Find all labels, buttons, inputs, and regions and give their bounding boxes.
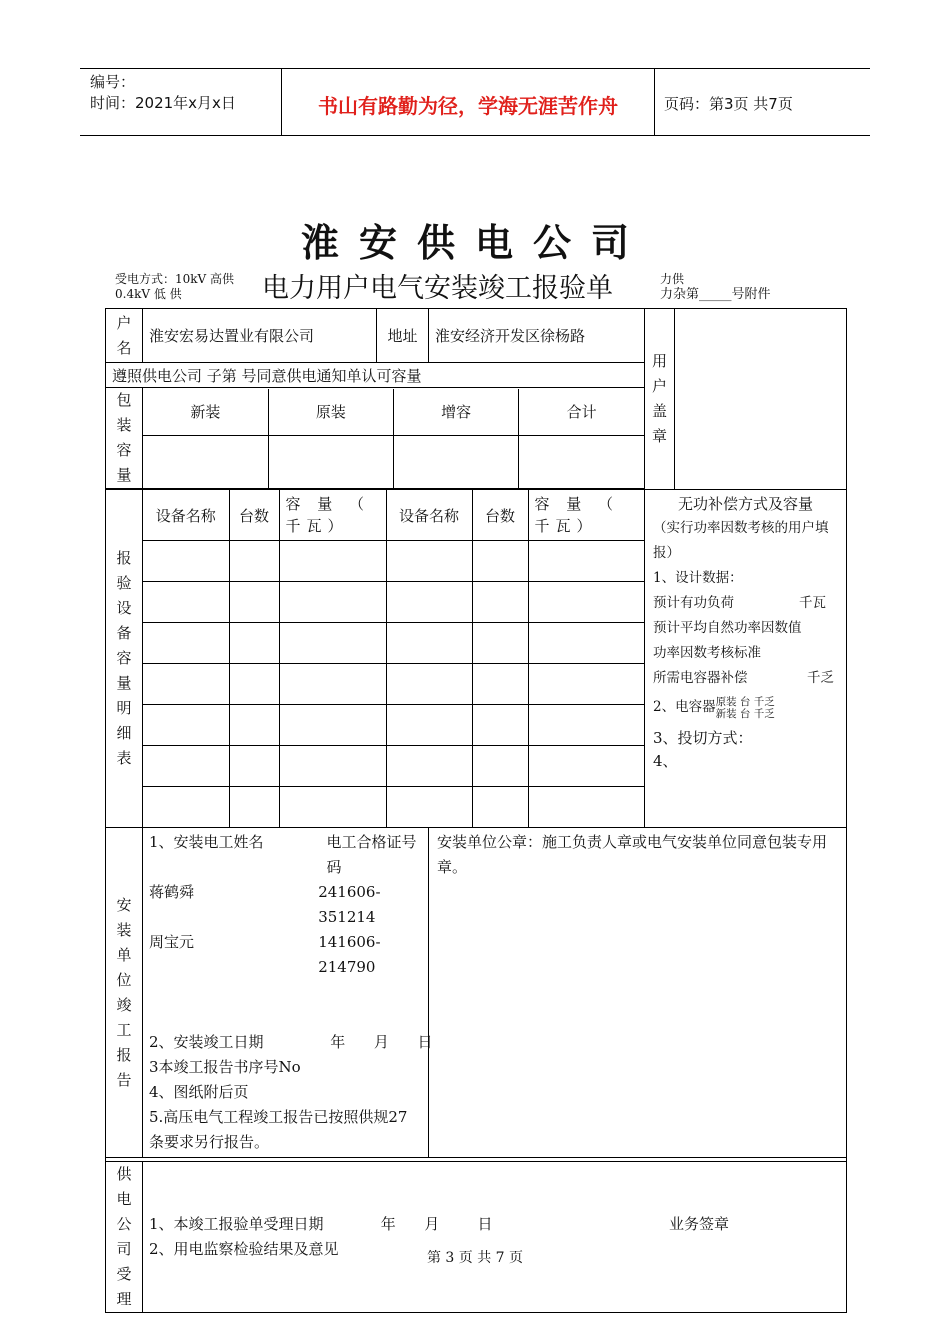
form-title: 电力用户电气安装竣工报验单: [262, 273, 613, 304]
supply-notice-text: 遵照供电公司 子第 号同意供电通知单认可容量: [106, 363, 645, 388]
equipment-grid-cell: [143, 490, 645, 828]
header-motto: 书山有路勤为径，学海无涯苦作舟: [318, 94, 618, 118]
electrician-row: 蒋鹤舜 241606-351214: [149, 883, 381, 926]
electrician-header: 1、安装电工姓名 电工合格证号码: [149, 833, 417, 876]
hv-report-note: 5.高压电气工程竣工报告已按照供规27条要求另行报告。: [149, 1108, 408, 1151]
table-row: [143, 705, 645, 746]
table-row: [143, 541, 645, 582]
switching-mode-line: 3、投切方式：: [653, 729, 753, 747]
header-divider-left: [281, 68, 282, 136]
cap-header-new: 新装: [143, 389, 268, 436]
drawings-line: 4、图纸附后页: [149, 1083, 249, 1101]
attachment-line-1: 力供: [660, 272, 685, 286]
table-row: [143, 582, 645, 623]
capacitor-line: 2、电容器 原装 台 千乏 新装 台 千乏: [653, 695, 775, 720]
equipment-detail-label: 报验设备容量明细表: [106, 490, 143, 828]
attachment-note: [660, 272, 771, 302]
pf-standard-line: 功率因数考核标准: [653, 645, 761, 661]
installer-report-label: 安装单位竣工报告: [106, 828, 143, 1158]
table-row: [143, 623, 645, 664]
account-name-value: 淮安宏易达置业有限公司: [143, 309, 377, 363]
electrician-row: 周宝元 141606-214790: [149, 933, 381, 976]
header-page-info: 页码：第3页 共7页: [664, 95, 793, 113]
package-capacity-label: 包装容量: [106, 388, 143, 489]
inspection-line: 2、用电监察检验结果及意见: [149, 1240, 339, 1258]
address-label: 地址: [377, 309, 429, 363]
report-number-line: 3本竣工报告书序号No: [149, 1058, 301, 1076]
supply-mode-line-2: 0.4kV 低 供: [115, 287, 182, 301]
natural-pf-line: 预计平均自然功率因数值: [653, 620, 802, 636]
user-stamp-area: [675, 309, 847, 490]
header-meta: [90, 72, 236, 114]
capacity-grid: [143, 389, 644, 488]
address-value: 淮安经济开发区徐杨路: [429, 309, 645, 363]
cap-value-increase: [394, 435, 519, 488]
doc-time-label: 时间：2021年x月x日: [90, 94, 236, 112]
acceptance-date-line: 1、本竣工报验单受理日期 年 月 日 业务签章: [149, 1212, 840, 1237]
cap-header-total: 合计: [519, 389, 644, 436]
reactive-note: （实行功率因数考核的用户填报）: [653, 520, 829, 561]
user-stamp-label: 用户盖章: [645, 309, 675, 490]
item-4-line: 4、: [653, 752, 678, 770]
table-row: [143, 787, 645, 828]
active-load-line: 预计有功负荷 千瓦: [653, 595, 826, 611]
col-header-equipment-name: 设备名称: [143, 490, 229, 541]
cap-value-new: [143, 435, 268, 488]
header-bottom-rule: [80, 135, 870, 136]
reactive-compensation-panel: [645, 490, 847, 828]
header-top-rule: [80, 68, 870, 69]
design-data-label: 1、设计数据：: [653, 570, 743, 586]
supply-mode-line-1: 受电方式：10kV 高供: [115, 272, 235, 286]
col-header-equipment-name-2: 设备名称: [386, 490, 472, 541]
installer-seal-area: 安装单位公章：施工负责人章或电气安装单位同意包装专用章。: [429, 828, 847, 1158]
header-divider-right: [654, 68, 655, 136]
capacitor-need-line: 所需电容器补偿 千乏: [653, 670, 834, 686]
utility-acceptance-body: [143, 1162, 847, 1313]
capacity-grid-cell: [143, 388, 645, 489]
company-title: 淮安供电公司: [300, 220, 649, 265]
table-row: [143, 664, 645, 705]
col-header-count: 台数: [229, 490, 279, 541]
page-footer: 第 3 页 共 7 页: [426, 1250, 524, 1266]
cap-header-original: 原装: [268, 389, 393, 436]
table-row: [143, 746, 645, 787]
equipment-grid: [143, 490, 645, 827]
installer-report-body: [143, 828, 433, 1158]
cap-header-increase: 增容: [394, 389, 519, 436]
cap-value-original: [268, 435, 393, 488]
reactive-title: 无功补偿方式及容量: [677, 495, 813, 513]
attachment-line-2: 力杂第_____号附件: [660, 287, 771, 302]
supply-mode-note: [115, 272, 234, 302]
col-header-capacity: 容 量 （ 千瓦）: [279, 490, 386, 541]
doc-number-label: 编号：: [90, 73, 136, 91]
completion-date-line: 2、安装竣工日期 年 月 日: [149, 1033, 433, 1051]
col-header-capacity-2: 容 量 （ 千瓦）: [528, 490, 645, 541]
account-name-label: 户名: [106, 309, 143, 363]
completion-form-table: [105, 308, 847, 1313]
utility-acceptance-label: 供电公司受理: [106, 1162, 143, 1313]
col-header-count-2: 台数: [472, 490, 528, 541]
business-sign-label: 业务签章: [669, 1215, 730, 1233]
cap-value-total: [519, 435, 644, 488]
